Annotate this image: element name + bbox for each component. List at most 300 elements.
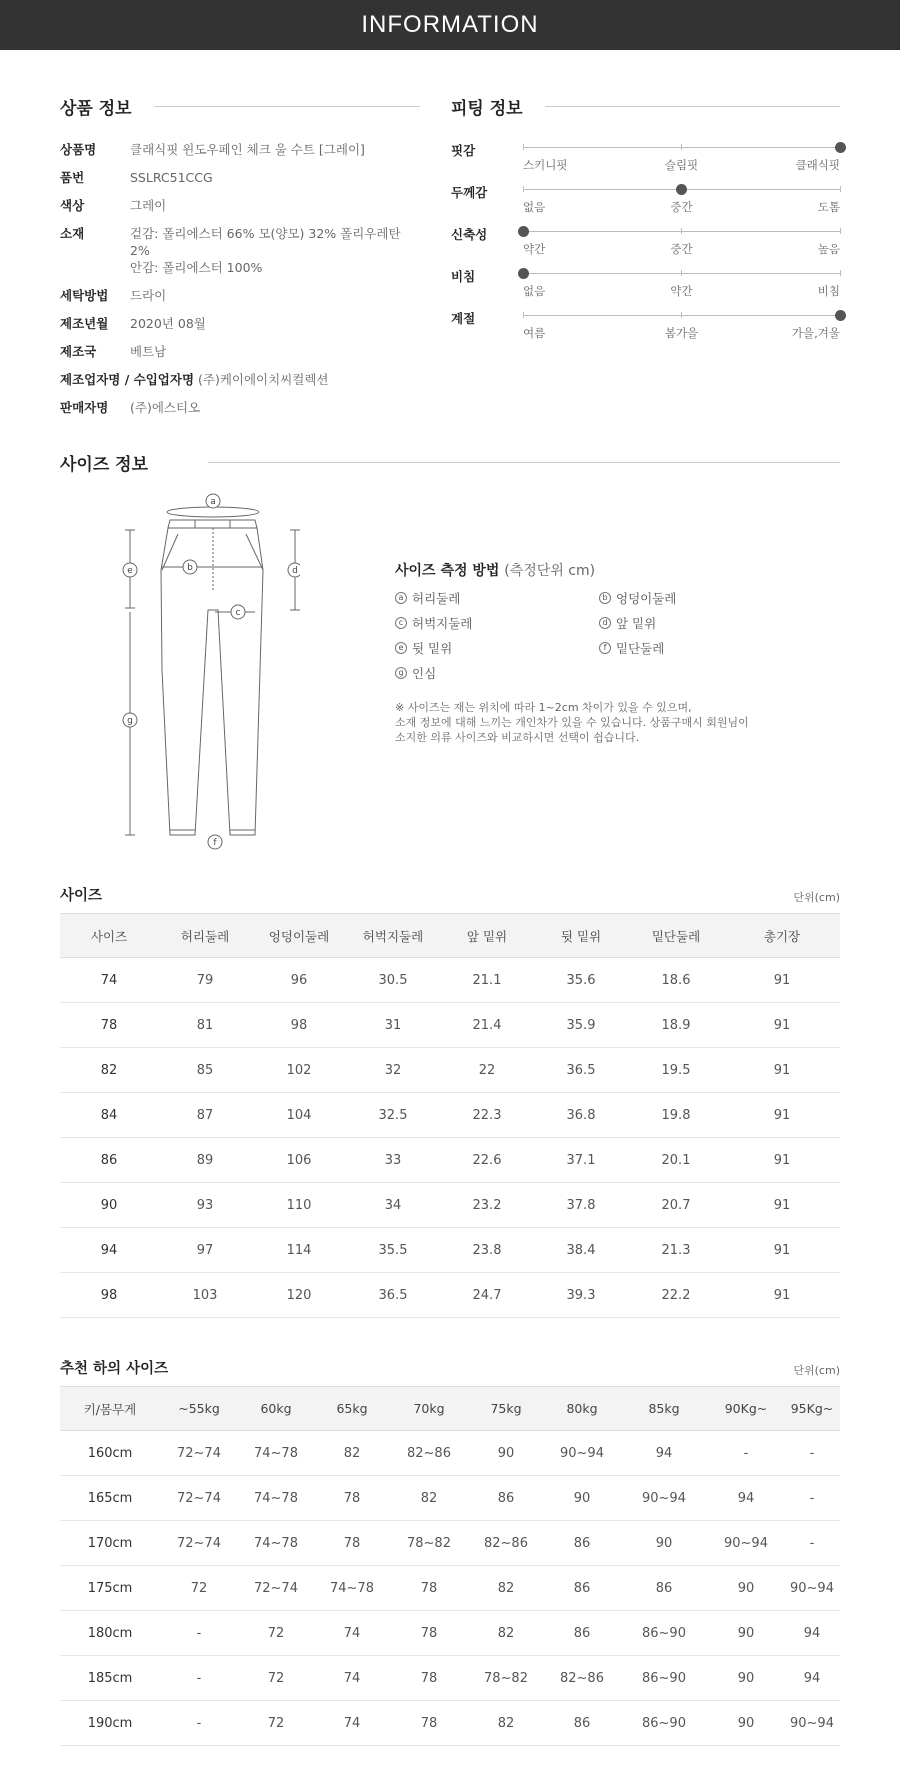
table-row: [60, 1566, 840, 1611]
table-cell: 90~94: [544, 1431, 620, 1476]
fitting-scale-track: [523, 147, 840, 148]
fitting-row: [451, 309, 840, 351]
table-cell: 36.5: [346, 1273, 440, 1318]
product-info-value: [130, 315, 206, 332]
fitting-option: 슬림핏: [664, 158, 699, 172]
table-cell: 78: [390, 1656, 468, 1701]
table-cell: 82~86: [468, 1521, 544, 1566]
table-cell: 34: [346, 1183, 440, 1228]
table-row: [60, 958, 840, 1003]
table-row: [60, 1138, 840, 1183]
fitting-option: 없음: [523, 200, 546, 214]
table-cell: 86: [544, 1701, 620, 1746]
fitting-info-list: [451, 141, 840, 351]
measurement-item: [395, 614, 599, 632]
table-cell: 72: [238, 1611, 314, 1656]
table-cell: -: [784, 1476, 840, 1521]
size-note: [395, 700, 795, 745]
table-cell: -: [160, 1701, 238, 1746]
measurement-label: 앞 밑위: [616, 616, 657, 631]
fitting-option: 도톰: [817, 200, 840, 214]
fitting-option: 없음: [523, 284, 546, 298]
measurement-mark: e: [395, 642, 407, 654]
table-header-cell: 총기장: [724, 914, 840, 958]
table-cell: 91: [724, 1048, 840, 1093]
scale-tick: [523, 186, 524, 192]
product-info-value: [130, 399, 200, 416]
table-cell: 82~86: [544, 1656, 620, 1701]
measurement-mark: a: [395, 592, 407, 604]
product-info-section: [60, 94, 420, 427]
measurement-label: 엉덩이둘레: [616, 591, 677, 606]
table-cell: 74: [314, 1611, 390, 1656]
table-row: [60, 1228, 840, 1273]
scale-tick: [840, 228, 841, 234]
table-cell: 78~82: [468, 1656, 544, 1701]
scale-tick: [523, 312, 524, 318]
table-cell: 86~90: [620, 1701, 708, 1746]
table-cell: 89: [158, 1138, 252, 1183]
measurement-label: 허리둘레: [412, 591, 461, 606]
table-cell: 20.7: [628, 1183, 724, 1228]
table-cell: 82: [390, 1476, 468, 1521]
product-info-value: [130, 141, 365, 158]
fitting-option: 중간: [670, 200, 693, 214]
scale-tick: [681, 270, 682, 276]
table-cell: 91: [724, 958, 840, 1003]
size-note-line: 소지한 의류 사이즈와 비교하시면 선택이 쉽습니다.: [395, 731, 640, 744]
product-info-row: [60, 287, 420, 304]
product-info-value-line: 겉감: 폴리에스터 66% 모(양모) 32% 폴리우레탄 2%: [130, 226, 401, 258]
table-cell: 84: [60, 1093, 158, 1138]
fitting-label: 계절: [451, 311, 476, 326]
fitting-option: 클래식핏: [795, 158, 840, 172]
table-cell: 78: [390, 1701, 468, 1746]
table-header-cell: 90Kg~: [708, 1387, 784, 1431]
table-cell: 114: [252, 1228, 346, 1273]
table-row: [60, 1521, 840, 1566]
table-cell: 18.9: [628, 1003, 724, 1048]
measurement-mark: c: [395, 617, 407, 629]
table-cell: 91: [724, 1003, 840, 1048]
fitting-row: [451, 225, 840, 267]
table-cell: 35.9: [534, 1003, 628, 1048]
size-info-title: 사이즈 정보: [60, 455, 149, 475]
table-cell: 90: [708, 1611, 784, 1656]
product-info-label: 판매자명: [60, 400, 109, 415]
table-cell: 38.4: [534, 1228, 628, 1273]
table-cell: 90: [468, 1431, 544, 1476]
product-info-value: [130, 225, 420, 276]
table-cell: 106: [252, 1138, 346, 1183]
fitting-label: 신축성: [451, 227, 488, 242]
product-info-list: [60, 141, 420, 416]
table-cell: 82: [468, 1611, 544, 1656]
table-cell: 72~74: [238, 1566, 314, 1611]
table-cell: 85: [158, 1048, 252, 1093]
fitting-selected-marker: [518, 268, 529, 279]
size-note-line: 소재 정보에 대해 느끼는 개인차가 있을 수 있습니다. 상품구매시 회원님이: [395, 716, 749, 729]
table-cell: 24.7: [440, 1273, 534, 1318]
fitting-scale-track: [523, 315, 840, 316]
table-cell: 72: [238, 1701, 314, 1746]
product-info-label: 품번: [60, 170, 85, 185]
product-info-row: [60, 371, 420, 388]
fitting-selected-marker: [676, 184, 687, 195]
measurement-item: [599, 614, 795, 632]
table-row: [60, 1701, 840, 1746]
table-cell: 90~94: [784, 1701, 840, 1746]
table-cell: -: [784, 1521, 840, 1566]
product-info-value-line: (주)케이에이치씨컬렉션: [198, 372, 329, 387]
table-cell: 21.1: [440, 958, 534, 1003]
table-cell: 72~74: [160, 1431, 238, 1476]
diagram-marker-label: e: [127, 566, 133, 576]
table-cell: 90: [60, 1183, 158, 1228]
table-cell: 78: [390, 1566, 468, 1611]
table-header-cell: 70kg: [390, 1387, 468, 1431]
product-info-label: 제조년월: [60, 316, 109, 331]
product-info-row: [60, 197, 420, 214]
measurement-label: 인심: [412, 666, 437, 681]
measurement-item: [395, 664, 599, 682]
table-cell: 19.8: [628, 1093, 724, 1138]
measurement-item: [599, 589, 795, 607]
recommend-table-unit: 단위(cm): [793, 1364, 840, 1377]
table-cell: 78: [60, 1003, 158, 1048]
table-cell: 23.2: [440, 1183, 534, 1228]
fitting-option: 봄가을: [664, 326, 699, 340]
table-cell: 78~82: [390, 1521, 468, 1566]
table-header-cell: 85kg: [620, 1387, 708, 1431]
measurement-label: 밑단둘레: [616, 641, 665, 656]
table-header-cell: 허벅지둘레: [346, 914, 440, 958]
fitting-info-header: [451, 94, 840, 119]
table-header-cell: 앞 밑위: [440, 914, 534, 958]
table-cell: 96: [252, 958, 346, 1003]
table-cell: 22: [440, 1048, 534, 1093]
size-table-title: 사이즈: [60, 888, 103, 904]
table-row: [60, 1183, 840, 1228]
product-info-value: [130, 197, 166, 214]
table-cell: 22.3: [440, 1093, 534, 1138]
measurement-mark: f: [599, 642, 611, 654]
table-cell: 82~86: [390, 1431, 468, 1476]
table-header-cell: 80kg: [544, 1387, 620, 1431]
scale-tick: [840, 270, 841, 276]
table-cell: 94: [784, 1611, 840, 1656]
fitting-scale-track: [523, 189, 840, 190]
table-cell: 82: [468, 1566, 544, 1611]
table-cell: 74~78: [314, 1566, 390, 1611]
size-info-section: [60, 450, 840, 475]
size-info-header: [60, 450, 840, 475]
table-cell: -: [160, 1611, 238, 1656]
scale-tick: [840, 186, 841, 192]
measurement-item: [395, 589, 599, 607]
fitting-selected-marker: [835, 142, 846, 153]
table-cell: 21.3: [628, 1228, 724, 1273]
table-row: [60, 1611, 840, 1656]
diagram-marker-label: d: [292, 566, 298, 576]
product-info-row: [60, 343, 420, 360]
table-cell: 39.3: [534, 1273, 628, 1318]
fitting-row: [451, 141, 840, 183]
table-cell: 160cm: [60, 1431, 160, 1476]
table-cell: 18.6: [628, 958, 724, 1003]
product-info-label: 소재: [60, 226, 85, 241]
table-cell: -: [160, 1656, 238, 1701]
table-header-cell: 95Kg~: [784, 1387, 840, 1431]
table-cell: 90: [708, 1566, 784, 1611]
product-info-row: [60, 315, 420, 332]
table-cell: 74~78: [238, 1431, 314, 1476]
table-header-cell: 엉덩이둘레: [252, 914, 346, 958]
table-cell: 22.2: [628, 1273, 724, 1318]
product-info-value-line: 베트남: [130, 344, 167, 359]
product-info-value-line: (주)에스티오: [130, 400, 201, 415]
table-cell: 72: [238, 1656, 314, 1701]
measurement-method-title: 사이즈 측정 방법 (측정단위 cm): [395, 563, 596, 579]
fitting-selected-marker: [518, 226, 529, 237]
divider: [208, 462, 840, 463]
table-cell: 33: [346, 1138, 440, 1183]
table-cell: 86~90: [620, 1656, 708, 1701]
table-cell: 74: [314, 1701, 390, 1746]
fitting-scale-track: [523, 273, 840, 274]
fitting-row: [451, 267, 840, 309]
product-info-value-line: 안감: 폴리에스터 100%: [130, 260, 263, 275]
table-cell: 94: [620, 1431, 708, 1476]
table-cell: 36.5: [534, 1048, 628, 1093]
table-cell: 74: [314, 1656, 390, 1701]
table-cell: 78: [314, 1476, 390, 1521]
recommend-table-title: 추천 하의 사이즈: [60, 1361, 169, 1377]
header-bar: [0, 0, 900, 50]
table-cell: 94: [60, 1228, 158, 1273]
pants-waistband: [168, 520, 257, 528]
fitting-option: 약간: [523, 242, 546, 256]
recommend-size-table: [60, 1386, 840, 1746]
table-cell: 98: [60, 1273, 158, 1318]
table-cell: 86: [544, 1611, 620, 1656]
table-header-cell: 65kg: [314, 1387, 390, 1431]
table-cell: 110: [252, 1183, 346, 1228]
table-row: [60, 1093, 840, 1138]
measurement-legend: [395, 589, 795, 682]
diagram-marker-label: b: [187, 563, 193, 573]
scale-tick: [681, 228, 682, 234]
diagram-marker-label: c: [235, 608, 241, 618]
table-cell: 74~78: [238, 1476, 314, 1521]
table-cell: 82: [314, 1431, 390, 1476]
table-cell: 86: [60, 1138, 158, 1183]
divider: [545, 106, 840, 107]
table-cell: 21.4: [440, 1003, 534, 1048]
table-header-cell: 밑단둘레: [628, 914, 724, 958]
table-cell: 23.8: [440, 1228, 534, 1273]
product-info-value: [130, 343, 166, 360]
product-info-value-line: 2020년 08월: [130, 316, 206, 331]
table-cell: 86: [468, 1476, 544, 1521]
table-cell: 79: [158, 958, 252, 1003]
measurement-mark: d: [599, 617, 611, 629]
table-cell: 81: [158, 1003, 252, 1048]
size-note-line: ※ 사이즈는 재는 위치에 따라 1~2cm 차이가 있을 수 있으며,: [395, 701, 692, 714]
fitting-row: [451, 183, 840, 225]
table-cell: 104: [252, 1093, 346, 1138]
table-cell: 93: [158, 1183, 252, 1228]
table-cell: 94: [708, 1476, 784, 1521]
table-cell: 91: [724, 1093, 840, 1138]
fitting-label: 두께감: [451, 185, 488, 200]
table-cell: 86: [544, 1566, 620, 1611]
measurement-item: [599, 639, 795, 657]
scale-tick: [523, 144, 524, 150]
scale-tick: [681, 144, 682, 150]
table-cell: 86: [544, 1521, 620, 1566]
fitting-option: 가을,겨울: [791, 326, 840, 340]
fitting-option: 비침: [817, 284, 840, 298]
table-cell: 72: [160, 1566, 238, 1611]
table-cell: 22.6: [440, 1138, 534, 1183]
fitting-option: 스키니핏: [523, 158, 568, 172]
table-cell: 98: [252, 1003, 346, 1048]
table-cell: 82: [468, 1701, 544, 1746]
table-cell: 72~74: [160, 1521, 238, 1566]
table-cell: 20.1: [628, 1138, 724, 1183]
product-info-value: [130, 287, 166, 304]
measurement-mark: b: [599, 592, 611, 604]
table-cell: 170cm: [60, 1521, 160, 1566]
pants-outline: [161, 528, 263, 835]
fitting-option: 중간: [670, 242, 693, 256]
table-cell: 19.5: [628, 1048, 724, 1093]
table-cell: 72~74: [160, 1476, 238, 1521]
product-info-label: 세탁방법: [60, 288, 109, 303]
table-cell: 35.5: [346, 1228, 440, 1273]
table-cell: 74: [60, 958, 158, 1003]
table-row: [60, 1656, 840, 1701]
measurement-item: [395, 639, 599, 657]
recommend-table-header: [60, 1357, 840, 1378]
table-row: [60, 1003, 840, 1048]
table-cell: 35.6: [534, 958, 628, 1003]
table-cell: 175cm: [60, 1566, 160, 1611]
diagram-marker-label: f: [213, 838, 217, 848]
table-row: [60, 1048, 840, 1093]
fitting-label: 핏감: [451, 143, 476, 158]
table-cell: 37.8: [534, 1183, 628, 1228]
table-cell: 90: [708, 1701, 784, 1746]
table-cell: 180cm: [60, 1611, 160, 1656]
table-row: [60, 1476, 840, 1521]
product-info-value-line: 클래식핏 윈도우페인 체크 울 수트 [그레이]: [130, 142, 365, 157]
table-row: [60, 1273, 840, 1318]
table-cell: 90: [544, 1476, 620, 1521]
table-cell: 90~94: [620, 1476, 708, 1521]
table-cell: 102: [252, 1048, 346, 1093]
product-info-row: [60, 169, 420, 186]
measurement-label: 뒷 밑위: [412, 641, 453, 656]
table-cell: 82: [60, 1048, 158, 1093]
fitting-label: 비침: [451, 269, 476, 284]
fitting-info-section: [451, 94, 840, 351]
product-info-value: [198, 371, 329, 388]
measurement-label: 허벅지둘레: [412, 616, 473, 631]
table-cell: 90: [620, 1521, 708, 1566]
product-info-value-line: 드라이: [130, 288, 167, 303]
table-header-cell: ~55kg: [160, 1387, 238, 1431]
fitting-option: 약간: [670, 284, 693, 298]
table-cell: 91: [724, 1138, 840, 1183]
product-info-row: [60, 141, 420, 158]
scale-tick: [681, 312, 682, 318]
fitting-scale-track: [523, 231, 840, 232]
measurement-method: [395, 560, 795, 745]
table-cell: 94: [784, 1656, 840, 1701]
page-title: INFORMATION: [361, 11, 539, 38]
measurement-unit: (측정단위 cm): [504, 563, 596, 579]
diagram-marker-label: a: [210, 497, 216, 507]
fitting-option: 높음: [817, 242, 840, 256]
table-cell: 78: [314, 1521, 390, 1566]
table-cell: 120: [252, 1273, 346, 1318]
divider: [154, 106, 420, 107]
table-cell: 165cm: [60, 1476, 160, 1521]
table-cell: 37.1: [534, 1138, 628, 1183]
product-info-title: 상품 정보: [60, 99, 132, 119]
table-cell: 103: [158, 1273, 252, 1318]
size-table-unit: 단위(cm): [793, 891, 840, 904]
table-header-cell: 뒷 밑위: [534, 914, 628, 958]
table-header-cell: 75kg: [468, 1387, 544, 1431]
table-cell: 90: [708, 1656, 784, 1701]
fitting-selected-marker: [835, 310, 846, 321]
table-header-cell: 키/몸무게: [60, 1387, 160, 1431]
size-table: [60, 913, 840, 1318]
product-info-header: [60, 94, 420, 119]
fitting-option: 여름: [523, 326, 546, 340]
size-table-header: [60, 884, 840, 905]
table-cell: 30.5: [346, 958, 440, 1003]
table-cell: -: [784, 1431, 840, 1476]
product-info-row: [60, 225, 420, 276]
table-row: [60, 1431, 840, 1476]
measurement-mark: g: [395, 667, 407, 679]
product-info-label: 제조국: [60, 344, 97, 359]
table-header-cell: 60kg: [238, 1387, 314, 1431]
product-info-value: [130, 169, 213, 186]
table-cell: 87: [158, 1093, 252, 1138]
product-info-label: 상품명: [60, 142, 97, 157]
table-cell: 97: [158, 1228, 252, 1273]
table-cell: 91: [724, 1228, 840, 1273]
product-info-row: [60, 399, 420, 416]
table-cell: 86: [620, 1566, 708, 1611]
table-cell: 32: [346, 1048, 440, 1093]
table-cell: 190cm: [60, 1701, 160, 1746]
product-info-value-line: 그레이: [130, 198, 167, 213]
table-cell: 91: [724, 1183, 840, 1228]
table-cell: 90~94: [784, 1566, 840, 1611]
pants-measurement-diagram: [110, 490, 300, 850]
fitting-info-title: 피팅 정보: [451, 99, 523, 119]
table-cell: 185cm: [60, 1656, 160, 1701]
table-cell: 36.8: [534, 1093, 628, 1138]
table-cell: 91: [724, 1273, 840, 1318]
product-info-value-line: SSLRC51CCG: [130, 170, 213, 185]
